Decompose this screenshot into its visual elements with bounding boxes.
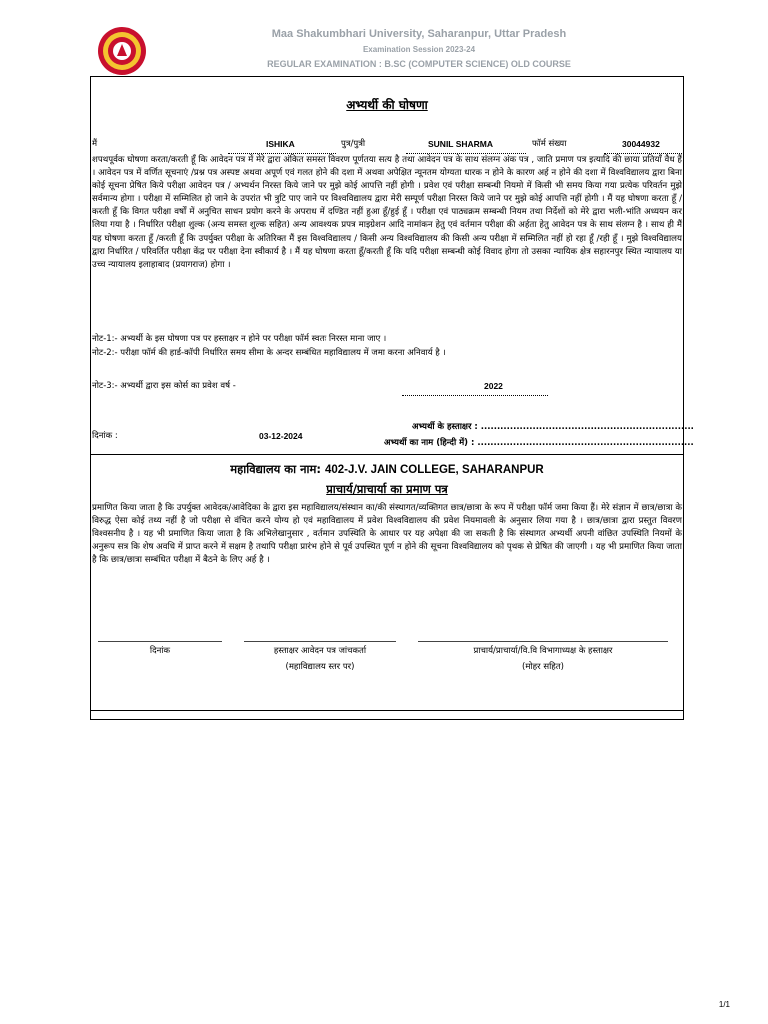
candidate-name: ISHIKA [266,139,295,149]
admission-year-dots [402,395,548,396]
relation-label: पुत्र/पुत्री [341,139,366,149]
declaration-date: 03-12-2024 [259,431,303,441]
parent-name: SUNIL SHARMA [428,139,494,149]
college-heading [90,462,684,477]
sig-verifier-sub: (महाविद्यालय स्तर पर) [285,662,355,672]
date-sign-line [98,641,222,642]
verifier-sign-line [244,641,396,642]
note-2: नोट-2:- परीक्षा फॉर्म की हार्ड-कॉपी निर्धारित समय सीमा के अन्दर सम्बंधित महाविद्यालय में जमा करना अनिवार्य है । [92,348,446,358]
exam-title: REGULAR EXAMINATION : B.SC (COMPUTER SCIENCE) OLD COURSE [267,59,571,69]
university-name: Maa Shakumbhari University, Saharanpur, Uttar Pradesh [271,28,567,40]
bottom-divider [90,710,684,711]
candidate-signature: अभ्यर्थी के हस्ताक्षर : .................................................................. [412,422,694,432]
date-label: दिनांक : [92,431,118,441]
admission-year: 2022 [484,381,503,391]
certificate-title: प्राचार्य/प्राचार्या का प्रमाण पत्र [326,482,448,496]
college-label: महाविद्यालय का नाम: [230,462,321,476]
college-name: 402-J.V. JAIN COLLEGE, SAHARANPUR [324,464,544,476]
declaration-paragraph: शपथपूर्वक घोषणा करता/करती हूँ कि आवेदन पत्र में मेरे द्वारा अंकित समस्त विवरण पूर्णतया सत्य है तथा आवेदन पत्र के साथ संलग्न अंक पत्र , जाति प्रमाण पत्र इत्यादि की छाया प्रतियाँ वैध हैं । आवेदन पत्र में वर्णित सूचनाएं /प्रश्न पत्र अस्पष्ट अथवा अपूर्ण एवं गलत होने की दशा में अथवा अपेक्षित न्यूनतम योग्यता धारक न होने के कारण अर्ह न होने की दशा में विश्वविद्यालय द्वारा बिना कोई सूचना प्रेषित किये परीक्षा आवेदन पत्र / अभ्यर्थन निरस्त किये जाने पर मुझे कोई आपत्ति नहीं होगी । प्रवेश एवं परीक्षा सम्बन्धी नियमो में किसी भी समय किया गया प्रत्येक परिवर्तन मुझे सर्वमान्य होगा । परीक्षा में सम्मिलित हो जाने के उपरांत भी त्रुटि पाए जाने पर विश्वविद्यालय द्वारा मेरी सम्पूर्ण परीक्षा निरस्त किये जाने पर मुझे कोई आपत्ति नहीं होगी । मैं यह घोषणा करता हूँ /करती हूँ कि विगत परीक्षा वर्षों में अनुचित साधन प्रयोग करने के अपराध में दण्डित नहीं हुआ हूँ/हुई हूँ । परीक्षा एवं पाठ्यक्रम सम्बन्धी नियम तथा निर्देशों को मेरे द्वारा भली-भांति अध्ययन कर लिया गया है । निर्धारित परीक्षा शुल्क (अन्य समस्त शुल्क सहित) अन्य आवश्यक प्रपत्र माइग्रेशन आदि नामांकन हेतु एवं वर्तमान परीक्षा की अर्हता हेतु आवेदन पत्र के साथ संलग्न है । साथ ही मैं यह घोषणा करता हूँ /करती हूँ कि उपर्युक्त परीक्षा के अतिरिक्त मैं इस विश्वविद्यालय / किसी अन्य विश्वविद्यालय की किसी अन्य परीक्षा में सम्मिलित नहीं हो रहा हूँ /रही हूँ । मुझे विश्वविद्यालय द्वारा निर्धारित / परिवर्तित परीक्षा केंद्र पर परीक्षा देना स्वीकार्य है । मैं यह घोषणा करता हूँ/करती हूँ कि यदि परीक्षा सम्बन्धी कोई विवाद होगा तो उसका न्यायिक क्षेत्र सहारनपुर स्थित न्यायालय या उच्च न्यायालय इलाहाबाद (प्रयागराज) होगा । [92,155,682,270]
candidate-hindi-name: अभ्यर्थी का नाम (हिन्दी में) : ................................................................... [384,438,694,448]
form-no-label: फॉर्म संख्या [532,139,567,149]
main-label: मैं [92,139,98,149]
form-number: 30044932 [622,139,660,149]
sig-verifier-label: हस्ताक्षर आवेदन पत्र जांचकर्ता [273,646,367,656]
exam-session: Examination Session 2023-24 [362,45,476,54]
sig-principal-label: प्राचार्य/प्राचार्या/वि.वि विभागाध्यक्ष के हस्ताक्षर [473,646,613,656]
principal-sign-line [418,641,668,642]
page-number: 1/1 [718,1000,730,1009]
sig-date-label: दिनांक [149,646,171,656]
university-seal [97,26,147,76]
note-1: नोट-1:- अभ्यर्थी के इस घोषणा पत्र पर हस्ताक्षर न होने पर परीक्षा फॉर्म स्वतः निरस्त माना जाए । [92,334,387,344]
certificate-paragraph: प्रमाणित किया जाता है कि उपर्युक्त आवेदक/आवेदिका के द्वारा इस महाविद्यालय/संस्थान का/की संस्थागत/व्यक्तिगत छात्र/छात्रा के रूप में परीक्षा फॉर्म जमा किया हैं। मेरे संज्ञान में छात्र/छात्रा के विरुद्ध ऐसा कोई तथ्य नहीं है जो परीक्षा से वंचित करने योग्य हो एवं महाविद्यालय में प्रवेश विश्वविद्यालय की प्रवेश नियमावली के अनुसार लिया गया है । छात्र/छात्रा द्वारा प्रस्तुत विवरण विश्वसनीय है । यह भी प्रमाणित किया जाता है कि अभिलेखानुसार , वर्तमान उपस्थिति के आधार पर यह अपेक्षा की जा सकती है कि संस्थागत अभ्यर्थी अपनी वांछित उपस्थिति नियमों के अनुरूप सत्र कि शेष अवधि में प्राप्त करने में सक्षम है तथापि परीक्षा प्रारंभ होने से पूर्व उपस्थित पूर्ण न होने की सूचना विश्वविद्यालय को पृथक से प्रेषित की जाएगी । यह भी प्रमाणित किया जाता है कि छात्र/छात्रा सम्बंधित परीक्षा में बैठने के लिए अर्ह है । [92,503,683,566]
declaration-title: अभ्यर्थी की घोषणा [346,98,428,112]
section-divider [90,454,684,455]
sig-principal-sub: (मोहर सहित) [522,662,564,672]
note-3-label: नोट-3:- अभ्यर्थी द्वारा इस कोर्स का प्रवेश वर्ष - [92,381,236,391]
